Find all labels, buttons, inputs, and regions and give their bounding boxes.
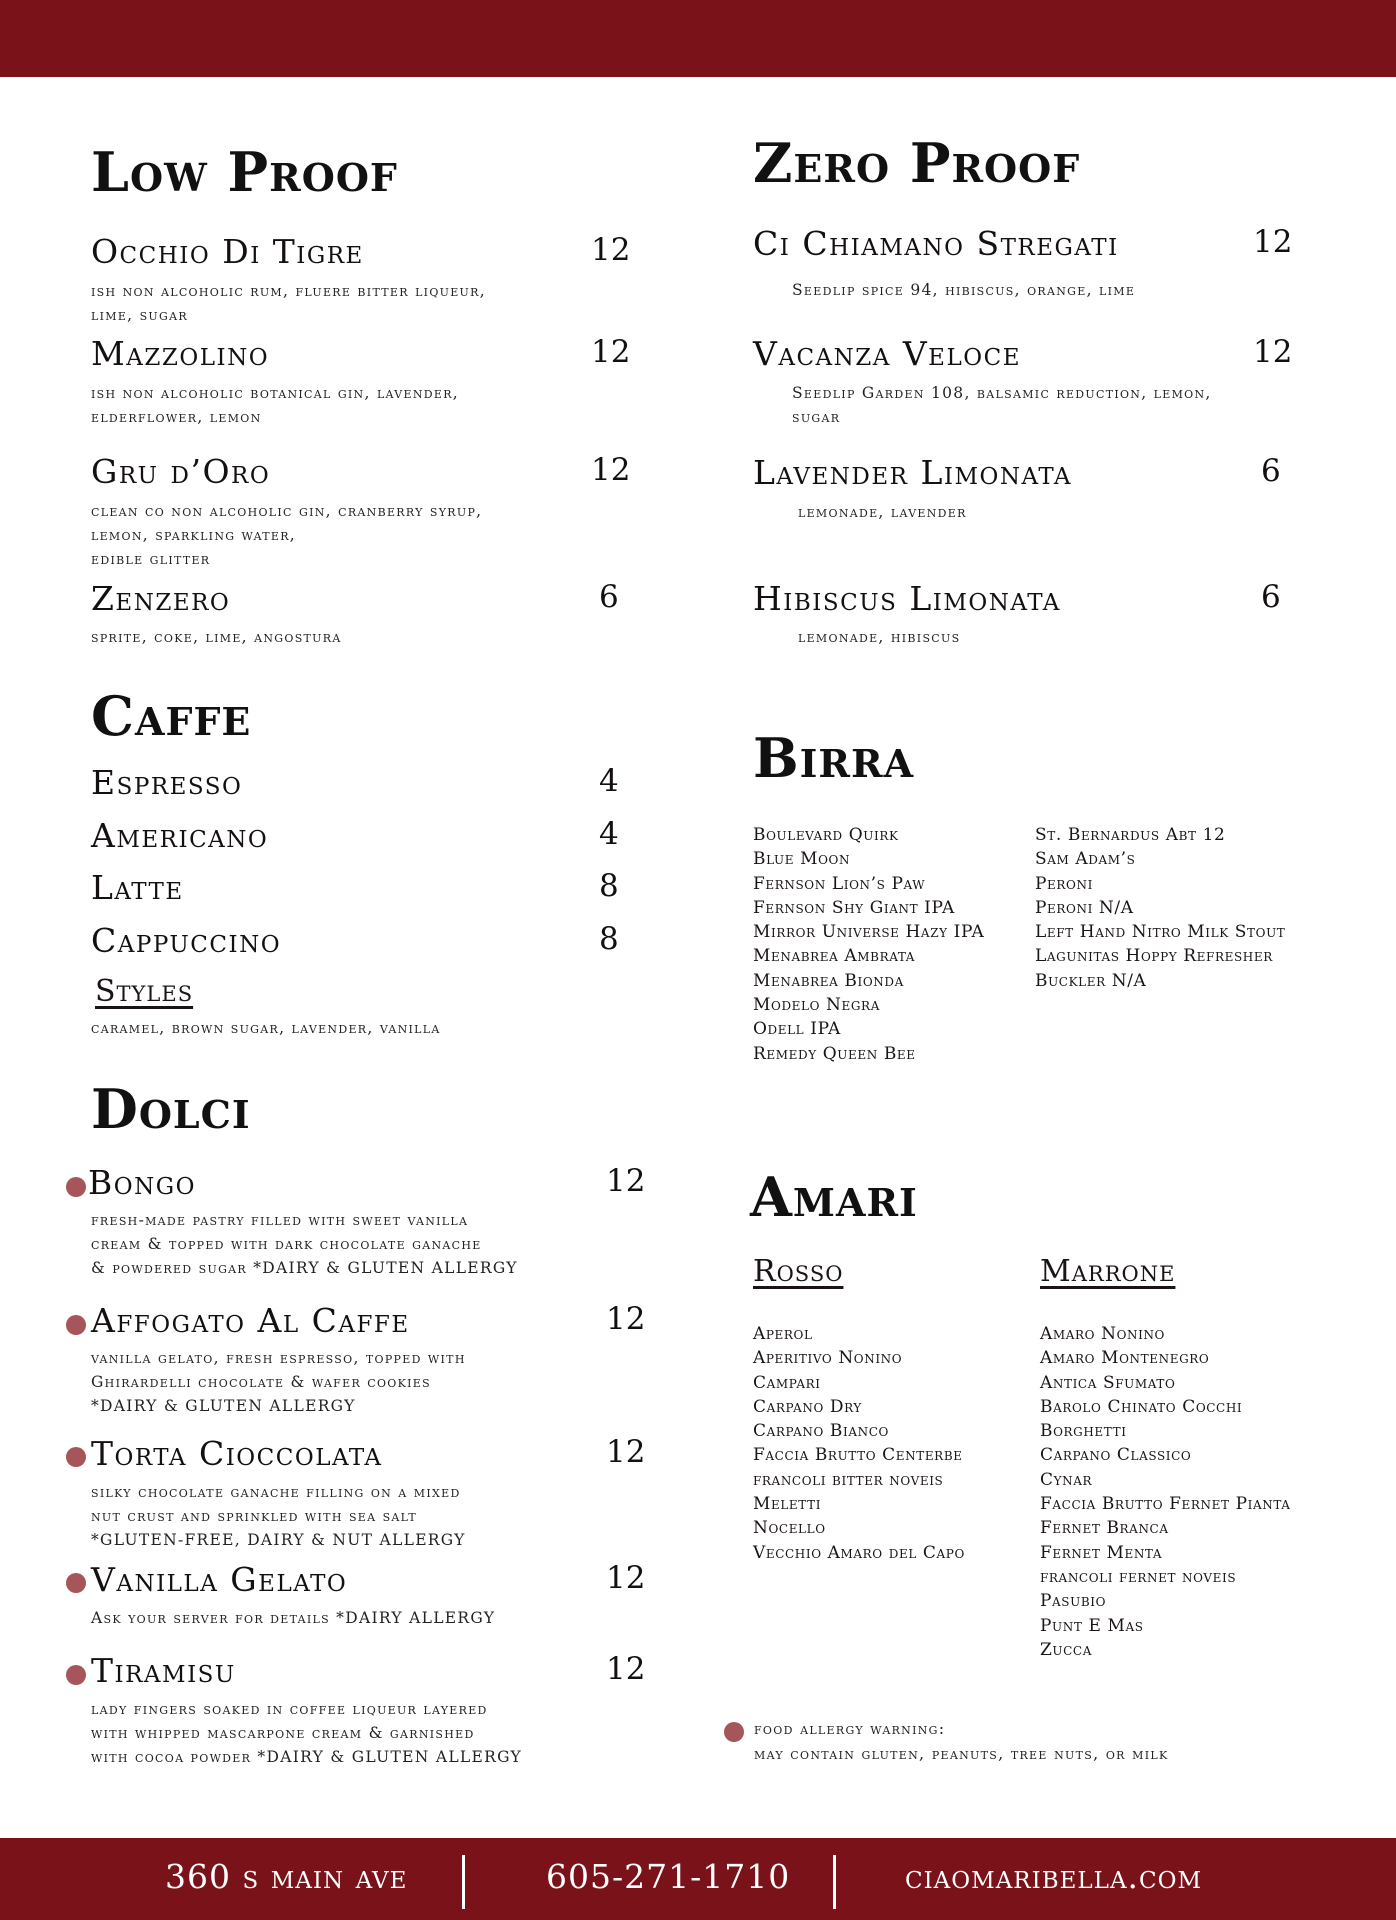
section-title-amari: Amari [750, 1165, 918, 1229]
item-price: 12 [606, 1651, 646, 1687]
item-name: Lavender Limonata [753, 453, 1073, 492]
beer-item: Menabrea Ambrata [753, 946, 916, 967]
amaro-item: Amaro Montenegro [1040, 1348, 1210, 1369]
item-description: sprite, coke, lime, angostura [91, 628, 342, 646]
item-name: Americano [91, 816, 269, 855]
amaro-item: Faccia Brutto Centerbe [753, 1445, 963, 1466]
beer-item: Peroni N/A [1035, 897, 1134, 918]
amaro-item: Carpano Dry [753, 1396, 862, 1417]
item-name: Affogato Al Caffe [91, 1301, 410, 1340]
item-price: 12 [1253, 224, 1293, 260]
beer-item: Modelo Negra [753, 995, 880, 1016]
beer-item: Sam Adam’s [1035, 849, 1136, 870]
item-description: Ask your server for details *DAIRY ALLERGY [91, 1609, 496, 1627]
item-name: Tiramisu [91, 1651, 236, 1690]
item-description: lemonade, hibiscus [798, 628, 961, 646]
amaro-item: Antica Sfumato [1040, 1372, 1176, 1393]
item-price: 8 [599, 868, 619, 904]
amaro-item: Barolo Chinato Cocchi [1040, 1396, 1243, 1417]
item-price: 8 [599, 921, 619, 957]
footer-phone[interactable]: 605-271-1710 [546, 1857, 791, 1896]
item-description: ish non alcoholic botanical gin, lavender, elderflower, lemon [91, 384, 459, 426]
footer-address: 360 s main ave [165, 1857, 408, 1896]
amaro-item: Punt E Mas [1040, 1615, 1144, 1636]
amaro-item: Aperitivo Nonino [753, 1348, 903, 1369]
amaro-item: Faccia Brutto Fernet Pianta [1040, 1494, 1291, 1515]
amaro-item: Amaro Nonino [1040, 1324, 1165, 1344]
amaro-item: francoli bitter noveis [753, 1469, 944, 1490]
item-description: Seedlip Garden 108, balsamic reduction, lemon, sugar [792, 384, 1212, 426]
rosso-heading: Rosso [753, 1254, 844, 1289]
amaro-item: Cynar [1040, 1469, 1093, 1490]
beer-item: Menabrea Bionda [753, 970, 904, 991]
section-title-dolci: Dolci [91, 1077, 251, 1141]
amaro-item: Borghetti [1040, 1421, 1127, 1442]
allergy-dot-icon [66, 1447, 86, 1467]
item-name: Espresso [91, 763, 243, 802]
beer-item: Mirror Universe Hazy IPA [753, 922, 985, 943]
birra-list-col-2 [1035, 823, 1285, 993]
item-price: 4 [599, 763, 619, 799]
item-description: ish non alcoholic rum, fluere bitter liqueur, lime, sugar [91, 282, 486, 324]
item-name: Vanilla Gelato [91, 1560, 348, 1599]
item-name: Cappuccino [91, 921, 282, 960]
amaro-item: Aperol [753, 1324, 813, 1344]
item-name: Hibiscus Limonata [753, 579, 1061, 618]
item-name: Latte [91, 868, 184, 907]
section-title-zero-proof: Zero Proof [753, 131, 1081, 195]
amaro-item: Campari [753, 1372, 821, 1393]
styles-heading: Styles [95, 974, 194, 1009]
amaro-item: Zucca [1040, 1639, 1092, 1660]
allergy-dot-icon [66, 1665, 86, 1685]
item-name: Occhio Di Tigre [91, 232, 364, 271]
item-name: Mazzolino [91, 334, 270, 373]
item-price: 12 [591, 232, 631, 268]
item-price: 6 [1261, 453, 1281, 489]
styles-description: caramel, brown sugar, lavender, vanilla [91, 1019, 441, 1037]
section-title-caffe: Caffe [91, 684, 252, 748]
item-description: fresh-made pastry filled with sweet vanilla cream & topped with dark chocolate ganache & powdered sugar *DAIRY & GLUTEN ALLERGY [91, 1211, 518, 1277]
footer-divider [462, 1855, 465, 1909]
item-name: Torta Cioccolata [91, 1434, 383, 1473]
beer-item: Peroni [1035, 873, 1093, 894]
beer-item: Fernson Lion’s Paw [753, 873, 926, 894]
item-description: Seedlip spice 94, hibiscus, orange, lime [792, 281, 1136, 299]
amaro-item: francoli fernet noveis [1040, 1566, 1237, 1587]
item-name: Ci Chiamano Stregati [753, 224, 1119, 263]
item-description: vanilla gelato, fresh espresso, topped with Ghirardelli chocolate & wafer cookies *DAIRY & GLUTEN ALLERGY [91, 1349, 466, 1415]
amaro-item: Fernet Branca [1040, 1518, 1169, 1539]
beer-item: Buckler N/A [1035, 970, 1147, 991]
birra-list-col-1 [753, 823, 984, 1066]
amaro-item: Pasubio [1040, 1591, 1107, 1612]
allergy-dot-icon [724, 1722, 744, 1742]
beer-item: Lagunitas Hoppy Refresher [1035, 946, 1273, 967]
beer-item: Fernson Shy Giant IPA [753, 897, 955, 918]
beer-item: Odell IPA [753, 1019, 841, 1040]
allergy-dot-icon [66, 1573, 86, 1593]
rosso-list [753, 1322, 965, 1565]
item-price: 12 [606, 1560, 646, 1596]
amaro-item: Carpano Classico [1040, 1445, 1192, 1466]
beer-item: Left Hand Nitro Milk Stout [1035, 922, 1286, 943]
item-name: Gru d’Oro [91, 452, 271, 491]
marrone-heading: Marrone [1040, 1254, 1176, 1289]
section-title-low-proof: Low Proof [91, 140, 398, 204]
item-price: 12 [606, 1434, 646, 1470]
food-allergy-warning: food allergy warning: may contain gluten, peanuts, tree nuts, or milk [754, 1719, 1169, 1763]
item-price: 12 [606, 1163, 646, 1199]
section-title-birra: Birra [753, 726, 915, 790]
amaro-item: Nocello [753, 1518, 826, 1539]
item-name: Zenzero [91, 579, 231, 618]
allergy-dot-icon [66, 1177, 86, 1197]
item-price: 4 [599, 816, 619, 852]
item-name: Vacanza Veloce [753, 334, 1021, 373]
beer-item: St. Bernardus Abt 12 [1035, 825, 1226, 845]
item-price: 12 [591, 334, 631, 370]
amaro-item: Vecchio Amaro del Capo [753, 1542, 965, 1563]
top-banner [0, 0, 1396, 77]
beer-item: Remedy Queen Bee [753, 1043, 916, 1064]
footer-website-link[interactable]: ciaomaribella.com [905, 1857, 1203, 1896]
item-description: lady fingers soaked in coffee liqueur layered with whipped mascarpone cream & garnished with cocoa powder *DAIRY & GLUTEN ALLERGY [91, 1700, 523, 1766]
item-description: silky chocolate ganache filling on a mixed nut crust and sprinkled with sea salt *GLUTEN-FREE, DAIRY & NUT ALLERGY [91, 1483, 466, 1549]
amaro-item: Meletti [753, 1494, 822, 1515]
item-price: 12 [1253, 334, 1293, 370]
item-price: 6 [1261, 579, 1281, 615]
beer-item: Boulevard Quirk [753, 825, 899, 845]
item-description: clean co non alcoholic gin, cranberry syrup, lemon, sparkling water, edible glitter [91, 502, 483, 568]
item-price: 12 [591, 452, 631, 488]
marrone-list [1040, 1322, 1291, 1662]
allergy-dot-icon [66, 1315, 86, 1335]
item-price: 6 [599, 579, 619, 615]
item-price: 12 [606, 1301, 646, 1337]
item-name: Bongo [88, 1163, 196, 1202]
beer-item: Blue Moon [753, 849, 851, 870]
footer-divider [833, 1855, 836, 1909]
amaro-item: Carpano Bianco [753, 1421, 889, 1442]
amaro-item: Fernet Menta [1040, 1542, 1163, 1563]
item-description: lemonade, lavender [798, 503, 967, 521]
